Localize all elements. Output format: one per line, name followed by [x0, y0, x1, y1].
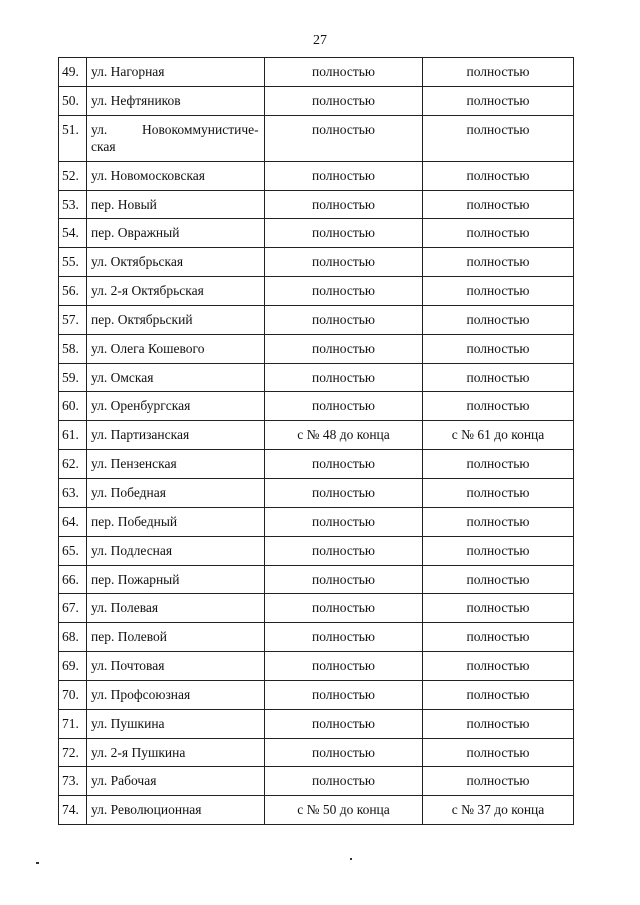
street-name: ул. Рабочая — [87, 767, 265, 796]
table-row — [59, 767, 574, 796]
coverage-cell-2: полностью — [423, 219, 574, 248]
street-name: пер. Новый — [87, 190, 265, 219]
row-number: 70. — [59, 680, 87, 709]
coverage-cell-1: полностью — [265, 161, 423, 190]
coverage-cell-2: с № 37 до конца — [423, 796, 574, 825]
street-name: пер. Овражный — [87, 219, 265, 248]
coverage-cell-2: полностью — [423, 392, 574, 421]
table-row — [59, 507, 574, 536]
street-name: ул. Омская — [87, 363, 265, 392]
street-name-line: ская — [91, 138, 116, 154]
table-row — [59, 738, 574, 767]
street-name: ул. Партизанская — [87, 421, 265, 450]
table-row — [59, 652, 574, 681]
table-row — [59, 796, 574, 825]
coverage-cell-2: полностью — [423, 565, 574, 594]
row-number: 57. — [59, 305, 87, 334]
coverage-cell-2: полностью — [423, 594, 574, 623]
coverage-cell-2: полностью — [423, 58, 574, 87]
coverage-cell-1: полностью — [265, 623, 423, 652]
coverage-cell-2: полностью — [423, 363, 574, 392]
coverage-cell-2: полностью — [423, 305, 574, 334]
row-number: 58. — [59, 334, 87, 363]
coverage-cell-1: полностью — [265, 115, 423, 161]
street-name: ул. Пензенская — [87, 450, 265, 479]
coverage-cell-1: полностью — [265, 594, 423, 623]
street-name: ул. Олега Кошевого — [87, 334, 265, 363]
coverage-cell-1: полностью — [265, 652, 423, 681]
coverage-cell-2: полностью — [423, 161, 574, 190]
coverage-cell-2: полностью — [423, 623, 574, 652]
coverage-cell-2: полностью — [423, 536, 574, 565]
table-row — [59, 305, 574, 334]
coverage-cell-1: полностью — [265, 305, 423, 334]
row-number: 68. — [59, 623, 87, 652]
row-number: 74. — [59, 796, 87, 825]
coverage-cell-1: полностью — [265, 680, 423, 709]
coverage-cell-2: полностью — [423, 738, 574, 767]
row-number: 65. — [59, 536, 87, 565]
streets-table — [58, 57, 574, 825]
row-number: 67. — [59, 594, 87, 623]
coverage-cell-1: полностью — [265, 248, 423, 277]
page-number: 27 — [313, 33, 327, 48]
row-number: 50. — [59, 86, 87, 115]
coverage-cell-1: полностью — [265, 450, 423, 479]
coverage-cell-2: полностью — [423, 709, 574, 738]
row-number: 59. — [59, 363, 87, 392]
coverage-cell-2: полностью — [423, 86, 574, 115]
streets-table-body — [59, 58, 574, 825]
coverage-cell-1: полностью — [265, 507, 423, 536]
row-number: 60. — [59, 392, 87, 421]
row-number: 66. — [59, 565, 87, 594]
row-number: 64. — [59, 507, 87, 536]
coverage-cell-1: полностью — [265, 767, 423, 796]
table-row — [59, 709, 574, 738]
coverage-cell-1: с № 48 до конца — [265, 421, 423, 450]
row-number: 51. — [59, 115, 87, 161]
coverage-cell-1: полностью — [265, 277, 423, 306]
row-number: 69. — [59, 652, 87, 681]
coverage-cell-2: полностью — [423, 652, 574, 681]
coverage-cell-2: полностью — [423, 277, 574, 306]
row-number: 53. — [59, 190, 87, 219]
street-name — [87, 115, 265, 161]
table-row — [59, 450, 574, 479]
street-name: ул. 2-я Пушкина — [87, 738, 265, 767]
table-row — [59, 115, 574, 161]
table-row — [59, 623, 574, 652]
row-number: 73. — [59, 767, 87, 796]
coverage-cell-1: полностью — [265, 536, 423, 565]
street-name: ул. Октябрьская — [87, 248, 265, 277]
table-row — [59, 421, 574, 450]
street-name: пер. Октябрьский — [87, 305, 265, 334]
coverage-cell-2: полностью — [423, 478, 574, 507]
coverage-cell-1: полностью — [265, 363, 423, 392]
coverage-cell-2: полностью — [423, 248, 574, 277]
coverage-cell-1: с № 50 до конца — [265, 796, 423, 825]
street-name: ул. Профсоюзная — [87, 680, 265, 709]
street-name: ул. Оренбургская — [87, 392, 265, 421]
table-row — [59, 680, 574, 709]
street-name-line: ул. Новокоммунистиче- — [91, 121, 259, 137]
table-row — [59, 161, 574, 190]
table-row — [59, 219, 574, 248]
table-row — [59, 478, 574, 507]
coverage-cell-1: полностью — [265, 58, 423, 87]
coverage-cell-1: полностью — [265, 86, 423, 115]
coverage-cell-1: полностью — [265, 565, 423, 594]
coverage-cell-1: полностью — [265, 219, 423, 248]
table-row — [59, 58, 574, 87]
scan-mark — [36, 862, 39, 864]
coverage-cell-1: полностью — [265, 190, 423, 219]
row-number: 63. — [59, 478, 87, 507]
coverage-cell-2: полностью — [423, 190, 574, 219]
table-row — [59, 86, 574, 115]
street-name: ул. Полевая — [87, 594, 265, 623]
coverage-cell-2: полностью — [423, 507, 574, 536]
table-row — [59, 536, 574, 565]
street-name: ул. Подлесная — [87, 536, 265, 565]
coverage-cell-2: полностью — [423, 680, 574, 709]
street-name: ул. 2-я Октябрьская — [87, 277, 265, 306]
table-row — [59, 392, 574, 421]
street-name: ул. Нагорная — [87, 58, 265, 87]
street-name: ул. Пушкина — [87, 709, 265, 738]
table-row — [59, 277, 574, 306]
coverage-cell-1: полностью — [265, 478, 423, 507]
row-number: 72. — [59, 738, 87, 767]
coverage-cell-2: полностью — [423, 115, 574, 161]
street-name: ул. Революционная — [87, 796, 265, 825]
table-row — [59, 565, 574, 594]
row-number: 54. — [59, 219, 87, 248]
table-row — [59, 248, 574, 277]
street-name: ул. Победная — [87, 478, 265, 507]
table-row — [59, 190, 574, 219]
street-name: ул. Почтовая — [87, 652, 265, 681]
street-name: ул. Новомосковская — [87, 161, 265, 190]
coverage-cell-1: полностью — [265, 738, 423, 767]
scan-mark — [350, 858, 352, 860]
row-number: 71. — [59, 709, 87, 738]
row-number: 62. — [59, 450, 87, 479]
coverage-cell-1: полностью — [265, 709, 423, 738]
row-number: 56. — [59, 277, 87, 306]
row-number: 49. — [59, 58, 87, 87]
street-name: пер. Полевой — [87, 623, 265, 652]
coverage-cell-1: полностью — [265, 392, 423, 421]
street-name: пер. Победный — [87, 507, 265, 536]
table-row — [59, 363, 574, 392]
coverage-cell-2: полностью — [423, 334, 574, 363]
row-number: 55. — [59, 248, 87, 277]
row-number: 52. — [59, 161, 87, 190]
coverage-cell-2: полностью — [423, 450, 574, 479]
street-name: ул. Нефтяников — [87, 86, 265, 115]
coverage-cell-2: с № 61 до конца — [423, 421, 574, 450]
table-row — [59, 594, 574, 623]
coverage-cell-1: полностью — [265, 334, 423, 363]
street-name: пер. Пожарный — [87, 565, 265, 594]
coverage-cell-2: полностью — [423, 767, 574, 796]
row-number: 61. — [59, 421, 87, 450]
table-row — [59, 334, 574, 363]
